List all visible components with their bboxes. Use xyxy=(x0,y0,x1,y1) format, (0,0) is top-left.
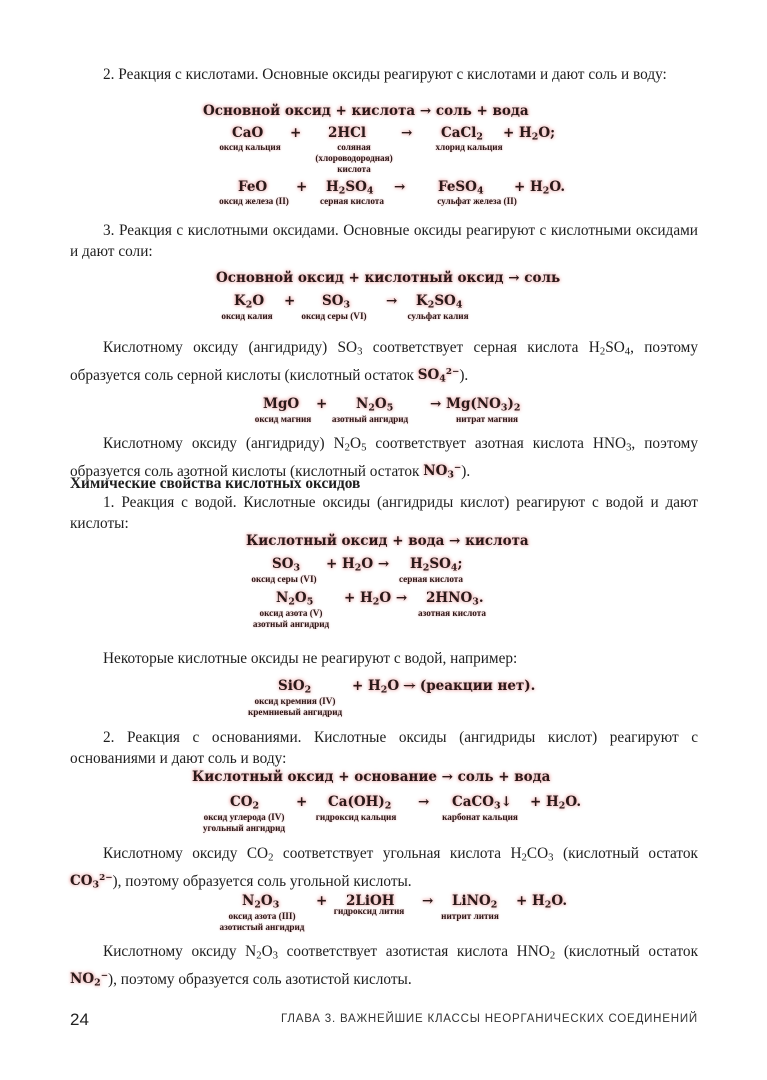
ion-nitrate: $NO_3^-$ xyxy=(423,463,462,481)
chapter-title: ГЛАВА 3. ВАЖНЕЙШИЕ КЛАССЫ НЕОРГАНИЧЕСКИХ СОЕДИНЕНИЙ xyxy=(281,1013,698,1025)
scheme-text: Кислотный оксид + вода → кислота xyxy=(246,533,529,549)
paragraph-n2o3-note: Кислотному оксиду $N_2O_3$ соответствует азотистая кислота $HNO_2$ (кислотный остаток $NO_2^-$), поэтому образуется соль азотистой кислоты. xyxy=(70,943,699,989)
ion-nitrite: $NO_2^-$ xyxy=(70,971,109,989)
scheme-text: Основной оксид + кислотный оксид → соль xyxy=(216,270,561,286)
equation-so3-water: $SO_3$ + $H_2O$ → $H_2SO_4$; оксид серы (VI) серная кислота xyxy=(251,556,464,584)
paragraph-acidic-oxides: 3. Реакция с кислотными оксидами. Основные оксиды реагируют с кислотными оксидами и дают соли: xyxy=(70,222,698,260)
equation-co2-caoh2: $CO_2$ + $Ca(OH)_2$ → CaCO$_3$↓ + $H_2O$. оксид углерода (IV) угольный ангидрид гидроксид кальция карбонат кальция xyxy=(202,794,582,833)
equation-sio2-water: SiO$_2$ + $H_2O$ → (реакции нет). оксид кремния (IV) кремниевый ангидрид xyxy=(248,678,536,717)
paragraph-water: 1. Реакция с водой. Кислотные оксиды (ангидриды кислот) реагируют с водой и дают кислоты: xyxy=(70,494,698,532)
scheme-text: Основной оксид + кислота → соль + вода xyxy=(203,103,529,119)
equation-k2o-so3: $K_2O$ + $SO_3$ → $K_2SO_4$ оксид калия оксид серы (VI) сульфат калия xyxy=(221,293,469,321)
equation-feo-h2so4: FeO + $H_2SO_4$ → FeSO$_4$ + $H_2O$. оксид железа (II) серная кислота сульфат железа (II) xyxy=(219,179,566,206)
ion-carbonate: $CO_3^{2-}$ xyxy=(70,873,113,891)
paragraph-n2o5-note: Кислотному оксиду (ангидриду) $N_2O_5$ соответствует азотная кислота $HNO_3$, поэтому образуется соль азотной кислоты (кислотный остаток $NO_3^-$). xyxy=(70,435,698,481)
equation-mgo-n2o5: MgO + $N_2O_5$ → $Mg(NO_3)_2$ оксид магния азотный ангидрид нитрат магния xyxy=(254,396,521,424)
page-number: 24 xyxy=(70,1010,89,1029)
paragraph-co2-note: Кислотному оксиду $CO_2$ соответствует угольная кислота $H_2CO_3$ (кислотный остаток $CO_3^{2-}$), поэтому образуется соль угольной кислоты. xyxy=(70,845,698,891)
paragraph-bases: 2. Реакция с основаниями. Кислотные оксиды (ангидриды кислот) реагируют с основаниями и дают соль и воду: xyxy=(70,729,698,767)
paragraph-so3-note: Кислотному оксиду (ангидриду) $SO_3$ соответствует серная кислота $H_2SO_4$, поэтому образуется соль серной кислоты (кислотный остаток $SO_4^{2-}$). xyxy=(70,339,699,385)
equation-n2o3-lioh: $N_2O_3$ + 2LiOH → LiNO$_2$ + $H_2O$. оксид азота (III) азотистый ангидрид гидроксид лития нитрит лития xyxy=(219,893,568,932)
section-heading: Химические свойства кислотных оксидов xyxy=(70,475,361,492)
equation-cao-hcl: CaO + 2HCl → CaCl$_2$ + $H_2O$; оксид кальция соляная (хлороводородная) кислота хлорид кальция xyxy=(219,125,556,174)
equation-n2o5-water: $N_2O_5$ + $H_2O$ → $2HNO_3$. оксид азота (V) азотный ангидрид азотная кислота xyxy=(252,590,486,629)
ion-sulfate: $SO_4^{2-}$ xyxy=(417,367,460,385)
paragraph-no-reaction: Некоторые кислотные оксиды не реагируют с водой, например: xyxy=(103,650,518,667)
paragraph-acids: 2. Реакция с кислотами. Основные оксиды реагируют с кислотами и дают соль и воду: xyxy=(103,66,667,83)
scheme-text: Кислотный оксид + основание → соль + вода xyxy=(192,769,551,785)
